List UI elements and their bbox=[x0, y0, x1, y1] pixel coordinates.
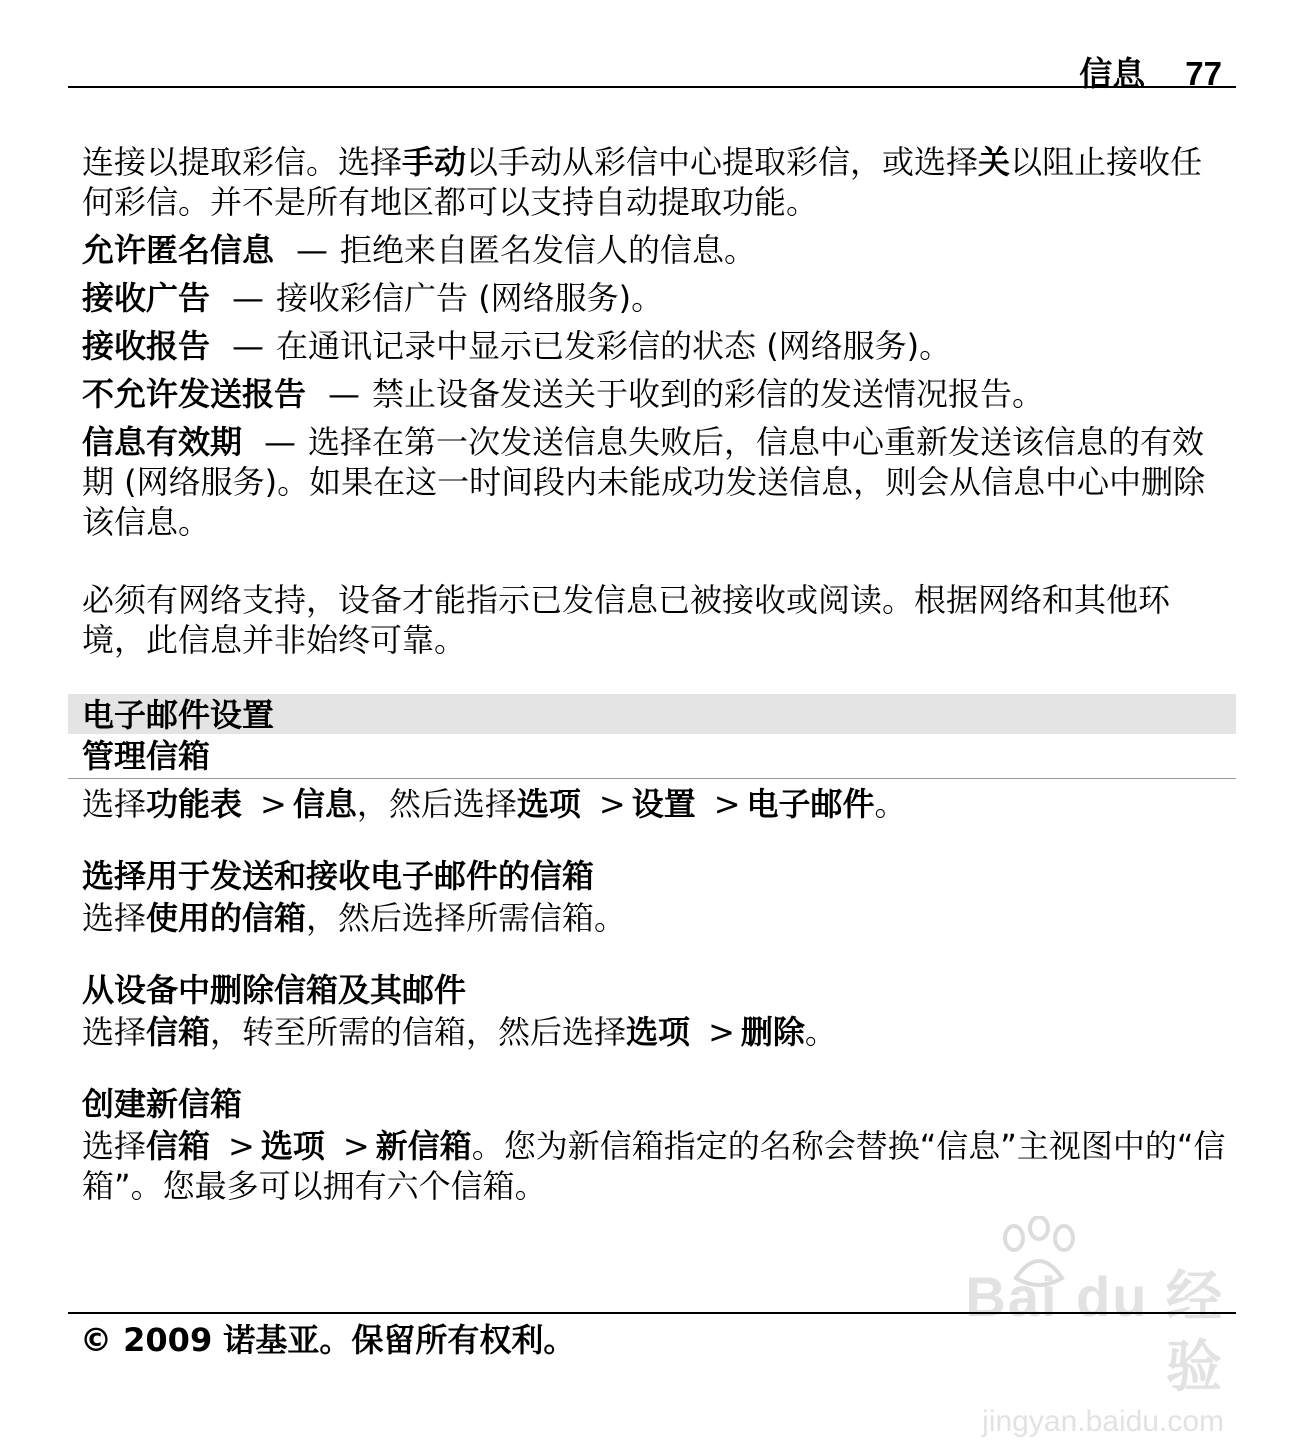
footer-copyright: © 2009 诺基亚。保留所有权利。 bbox=[80, 1321, 576, 1359]
section-title: 电子邮件设置 bbox=[82, 696, 275, 734]
main-content bbox=[82, 142, 1232, 660]
path-separator: > bbox=[260, 785, 287, 823]
instruction-select-mailbox bbox=[82, 898, 1232, 938]
setting-term: 接收报告 bbox=[82, 327, 211, 365]
text: 选择 bbox=[82, 899, 147, 937]
menu-path-instruction bbox=[82, 784, 1232, 824]
text: ，然后选择所需信箱。 bbox=[306, 899, 627, 937]
setting-term: 不允许发送报告 bbox=[82, 375, 307, 413]
menu-item: 选项 bbox=[260, 1127, 325, 1165]
text: ，然后选择 bbox=[356, 785, 517, 823]
text: 选择 bbox=[82, 785, 147, 823]
dash: — bbox=[296, 231, 329, 269]
paw-icon bbox=[994, 1216, 1084, 1296]
watermark-logo: Bai du 经验 bbox=[965, 1265, 1224, 1398]
menu-item: 选项 bbox=[516, 785, 581, 823]
text: 选择 bbox=[82, 1127, 147, 1165]
menu-item: 信箱 bbox=[146, 1127, 211, 1165]
text: 连接以提取彩信。选择 bbox=[82, 143, 403, 181]
path-separator: > bbox=[708, 1013, 735, 1051]
heading-delete-mailbox: 从设备中删除信箱及其邮件 bbox=[82, 971, 467, 1009]
menu-item: 删除 bbox=[740, 1013, 805, 1051]
menu-item: 电子邮件 bbox=[746, 785, 875, 823]
setting-desc: 选择在第一次发送信息失败后，信息中心重新发送该信息的有效期 (网络服务)。如果在这一时间段内未能成功发送信息，则会从信息中心中删除该信息。 bbox=[82, 423, 1206, 541]
text: 以手动从彩信中心提取彩信，或选择 bbox=[466, 143, 979, 181]
option-off: 关 bbox=[978, 143, 1011, 181]
dash: — bbox=[232, 327, 265, 365]
menu-item: 选项 bbox=[626, 1013, 691, 1051]
setting-validity bbox=[82, 422, 1232, 542]
menu-item: 信箱 bbox=[146, 1013, 211, 1051]
baidu-watermark bbox=[924, 1226, 1224, 1438]
option-manual: 手动 bbox=[402, 143, 467, 181]
path-separator: > bbox=[342, 1127, 370, 1165]
text: 。 bbox=[874, 785, 907, 823]
subsection-title: 管理信箱 bbox=[82, 737, 211, 775]
footer-rule bbox=[68, 1312, 1236, 1314]
setting-anonymous bbox=[82, 230, 1232, 270]
text: ，转至所需的信箱，然后选择 bbox=[210, 1013, 627, 1051]
setting-desc: 接收彩信广告 (网络服务)。 bbox=[276, 279, 664, 317]
menu-item: 新信箱 bbox=[375, 1127, 472, 1165]
instruction-create-mailbox bbox=[82, 1126, 1232, 1206]
setting-term: 信息有效期 bbox=[82, 423, 243, 461]
text: 以阻止接收任何彩信。并不是所有地区都可以支持自动提取功能。 bbox=[82, 143, 1203, 221]
text: 。 bbox=[804, 1013, 837, 1051]
setting-receive-reports bbox=[82, 326, 1232, 366]
subsection-heading bbox=[68, 734, 1236, 779]
setting-term: 允许匿名信息 bbox=[82, 231, 275, 269]
menu-item: 信息 bbox=[292, 785, 357, 823]
setting-desc: 禁止设备发送关于收到的彩信的发送情况报告。 bbox=[372, 375, 1045, 413]
paragraph-mms-retrieval bbox=[82, 142, 1232, 222]
network-note: 必须有网络支持，设备才能指示已发信息已被接收或阅读。根据网络和其他环境，此信息并非始终可靠。 bbox=[82, 581, 1171, 659]
page-number: 77 bbox=[1185, 55, 1222, 92]
setting-term: 接收广告 bbox=[82, 279, 211, 317]
menu-item: 设置 bbox=[631, 785, 696, 823]
text: 。您为新信箱指定的名称会替换“信息”主视图中的“信箱”。您最多可以拥有六个信箱。 bbox=[82, 1127, 1226, 1205]
watermark-url: jingyan.baidu.com bbox=[982, 1405, 1224, 1438]
chapter-title: 信息 bbox=[1079, 54, 1146, 93]
path-separator: > bbox=[598, 785, 626, 823]
setting-deny-reports bbox=[82, 374, 1232, 414]
heading-create-mailbox: 创建新信箱 bbox=[82, 1085, 243, 1123]
setting-desc: 拒绝来自匿名发信人的信息。 bbox=[340, 231, 757, 269]
setting-desc: 在通讯记录中显示已发彩信的状态 (网络服务)。 bbox=[276, 327, 952, 365]
dash: — bbox=[264, 423, 297, 461]
page-header bbox=[68, 40, 1236, 93]
path-separator: > bbox=[228, 1127, 255, 1165]
path-separator: > bbox=[713, 785, 741, 823]
instruction-delete-mailbox bbox=[82, 1012, 1232, 1052]
menu-item: 功能表 bbox=[146, 785, 243, 823]
heading-select-mailbox: 选择用于发送和接收电子邮件的信箱 bbox=[82, 857, 595, 895]
section-heading bbox=[68, 694, 1236, 734]
dash: — bbox=[328, 375, 361, 413]
setting-ads bbox=[82, 278, 1232, 318]
header-text bbox=[1079, 48, 1222, 95]
menu-item: 使用的信箱 bbox=[146, 899, 307, 937]
dash: — bbox=[232, 279, 265, 317]
email-settings-content bbox=[82, 784, 1232, 1206]
text: 选择 bbox=[82, 1013, 147, 1051]
